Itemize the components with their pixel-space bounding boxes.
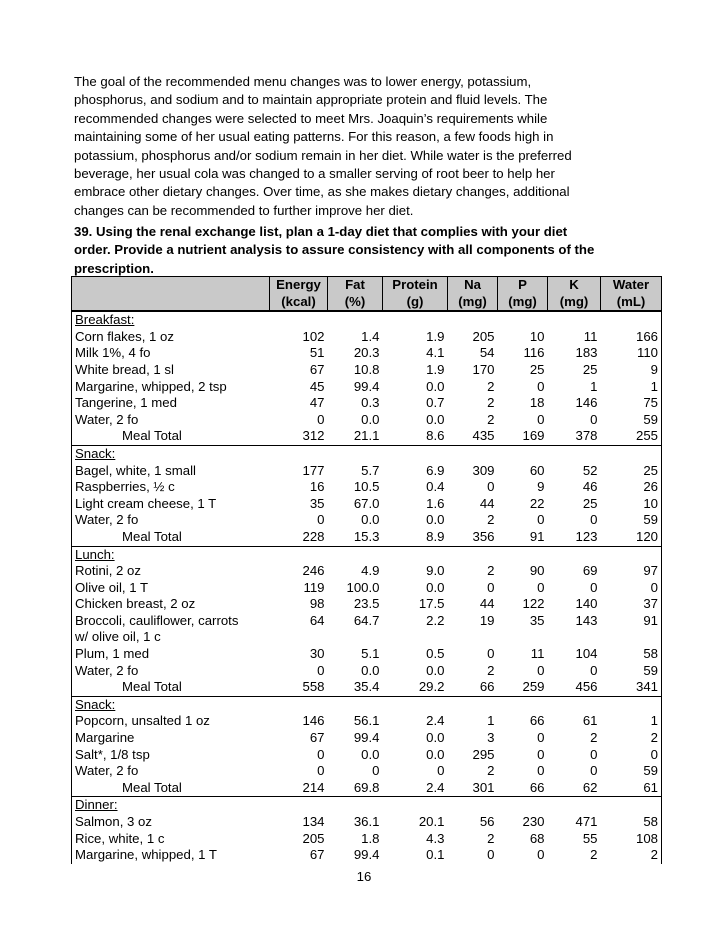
value-cell: 17.5 <box>418 596 445 612</box>
value-cell: 25 <box>582 495 598 511</box>
value-cell: 214 <box>302 779 325 795</box>
table-row <box>72 747 662 764</box>
value-cell: 0 <box>537 411 545 427</box>
value-cell: 0 <box>437 763 445 779</box>
value-cell: 9 <box>650 361 658 377</box>
value-cell: 59 <box>643 512 658 528</box>
food-item-cell: Meal Total <box>122 679 182 695</box>
value-cell: 67 <box>309 361 325 377</box>
table-row <box>72 629 662 646</box>
value-cell: 2.4 <box>426 713 445 729</box>
food-item-cell: Bagel, white, 1 small <box>75 462 196 478</box>
table-row <box>72 831 662 848</box>
value-cell: 456 <box>575 679 598 695</box>
table-row <box>72 395 662 412</box>
value-cell: 0.0 <box>426 730 445 746</box>
value-cell: 0.1 <box>426 847 445 863</box>
value-cell: 98 <box>309 596 325 612</box>
value-cell: 10.8 <box>353 361 380 377</box>
value-cell: 0 <box>317 746 325 762</box>
value-cell: 2 <box>487 378 495 394</box>
meal-total-row <box>72 780 662 797</box>
food-item-cell: Popcorn, unsalted 1 oz <box>75 713 210 729</box>
value-cell: 91 <box>529 528 545 544</box>
value-cell: 2 <box>650 847 658 863</box>
food-item-cell: Water, 2 fo <box>75 411 139 427</box>
value-cell: 0 <box>537 763 545 779</box>
value-cell: 91 <box>643 612 658 628</box>
value-cell: 4.9 <box>361 563 380 579</box>
value-cell: 66 <box>529 713 545 729</box>
value-cell: 295 <box>472 746 495 762</box>
value-cell: 0.5 <box>426 646 445 662</box>
value-cell: 75 <box>643 395 658 411</box>
value-cell: 2 <box>487 395 495 411</box>
value-cell: 110 <box>636 345 658 361</box>
value-cell: 0 <box>372 763 380 779</box>
table-row <box>72 479 662 496</box>
value-cell: 58 <box>643 814 658 829</box>
value-cell: 0 <box>487 847 495 863</box>
value-cell: 205 <box>472 328 495 344</box>
value-cell: 0.0 <box>361 746 380 762</box>
header-blank-cell <box>72 277 270 312</box>
value-cell: 0.0 <box>361 411 380 427</box>
value-cell: 9.0 <box>426 563 445 579</box>
value-cell: 29.2 <box>418 679 445 695</box>
section-label: Lunch: <box>72 546 662 563</box>
value-cell: 0.0 <box>426 378 445 394</box>
value-cell: 116 <box>523 345 545 361</box>
value-cell: 67 <box>309 847 325 863</box>
value-cell: 356 <box>472 528 495 544</box>
table-body <box>72 311 662 864</box>
value-cell: 2 <box>590 730 598 746</box>
food-item-cell: Water, 2 fo <box>75 512 139 528</box>
value-cell: 0 <box>487 646 495 662</box>
value-cell: 0 <box>317 763 325 779</box>
value-cell: 170 <box>472 361 495 377</box>
table-row <box>72 329 662 346</box>
value-cell: 10.5 <box>353 479 380 495</box>
value-cell: 61 <box>582 713 598 729</box>
value-cell: 56.1 <box>353 713 380 729</box>
food-item-cell: Tangerine, 1 med <box>75 395 177 411</box>
value-cell: 20.1 <box>418 814 445 829</box>
value-cell: 99.4 <box>353 847 380 863</box>
food-item-cell: Rotini, 2 oz <box>75 563 141 579</box>
value-cell: 11 <box>530 646 545 662</box>
paragraph-line: beverage, her usual cola was changed to a smaller serving of root beer to help her <box>74 166 555 182</box>
value-cell: 205 <box>302 830 325 846</box>
food-item-cell: Raspberries, ½ c <box>75 479 175 495</box>
value-cell: 246 <box>302 563 325 579</box>
food-item-cell: w/ olive oil, 1 c <box>75 629 161 645</box>
table-row <box>72 613 662 630</box>
value-cell: 64.7 <box>353 612 380 628</box>
value-cell: 0 <box>317 512 325 528</box>
value-cell: 341 <box>635 679 658 695</box>
value-cell: 378 <box>575 428 598 444</box>
food-item-cell: Margarine, whipped, 2 tsp <box>75 378 227 394</box>
value-cell: 122 <box>522 596 545 612</box>
value-cell: 21.1 <box>353 428 380 444</box>
question-line: prescription. <box>74 260 154 276</box>
value-cell: 0 <box>590 763 598 779</box>
value-cell: 4.3 <box>426 830 445 846</box>
value-cell: 558 <box>302 679 325 695</box>
value-cell: 140 <box>575 596 598 612</box>
food-item-cell: Broccoli, cauliflower, carrots <box>75 612 239 628</box>
value-cell: 62 <box>582 779 598 795</box>
value-cell: 146 <box>302 713 325 729</box>
food-item-cell: Margarine <box>75 730 135 746</box>
value-cell: 4.1 <box>426 345 445 361</box>
value-cell: 0 <box>317 411 325 427</box>
value-cell: 100.0 <box>346 579 380 595</box>
value-cell: 16 <box>309 479 325 495</box>
value-cell: 69.8 <box>353 779 380 795</box>
value-cell: 0 <box>537 378 545 394</box>
value-cell: 108 <box>635 830 658 846</box>
paragraph-line: The goal of the recommended menu changes was to lower energy, potassium, <box>74 74 532 89</box>
table-row <box>72 730 662 747</box>
value-cell: 0.3 <box>361 395 380 411</box>
meal-total-row <box>72 679 662 696</box>
food-item-cell: Chicken breast, 2 oz <box>75 596 196 612</box>
paragraph-line: maintaining some of her usual eating patterns. For this reason, a few foods high in <box>74 129 554 145</box>
value-cell: 1.8 <box>361 830 380 846</box>
food-item-cell: Water, 2 fo <box>75 763 139 779</box>
table-row <box>72 412 662 429</box>
section-header-row <box>72 445 662 462</box>
value-cell: 0.0 <box>426 746 445 762</box>
value-cell: 59 <box>643 763 658 779</box>
value-cell <box>328 629 383 646</box>
section-header-row <box>72 797 662 814</box>
value-cell: 2 <box>487 512 495 528</box>
value-cell: 59 <box>643 662 658 678</box>
value-cell: 54 <box>479 345 495 361</box>
value-cell: 99.4 <box>353 730 380 746</box>
food-item-cell: Meal Total <box>122 779 182 795</box>
value-cell: 102 <box>302 328 325 344</box>
table-row <box>72 713 662 730</box>
value-cell: 36.1 <box>353 814 380 829</box>
value-cell: 1.4 <box>361 328 380 344</box>
header-water: Water (mL) <box>601 277 662 312</box>
value-cell: 177 <box>302 462 325 478</box>
value-cell: 0 <box>650 746 658 762</box>
value-cell: 104 <box>575 646 598 662</box>
value-cell: 25 <box>582 361 598 377</box>
value-cell: 2 <box>487 411 495 427</box>
value-cell: 0.7 <box>426 395 445 411</box>
food-item-cell: Water, 2 fo <box>75 662 139 678</box>
food-item-cell: White bread, 1 sl <box>75 361 174 377</box>
value-cell: 0 <box>590 512 598 528</box>
value-cell <box>383 629 448 646</box>
value-cell: 10 <box>529 328 545 344</box>
value-cell: 255 <box>635 428 658 444</box>
header-potassium: K (mg) <box>548 277 601 312</box>
value-cell: 18 <box>529 395 545 411</box>
value-cell: 2 <box>650 730 658 746</box>
value-cell: 0.0 <box>426 579 445 595</box>
value-cell: 146 <box>575 395 598 411</box>
value-cell: 0 <box>650 579 658 595</box>
value-cell: 169 <box>522 428 545 444</box>
value-cell: 166 <box>635 328 658 344</box>
value-cell: 64 <box>309 612 325 628</box>
value-cell: 471 <box>575 814 598 829</box>
value-cell: 37 <box>643 596 658 612</box>
value-cell: 230 <box>522 814 545 829</box>
value-cell: 0 <box>537 512 545 528</box>
table-row <box>72 763 662 780</box>
value-cell: 35.4 <box>353 679 380 695</box>
value-cell: 0.0 <box>426 411 445 427</box>
paragraph-line: recommended changes were selected to meet Mrs. Joaquin’s requirements while <box>74 110 548 126</box>
value-cell <box>601 629 662 646</box>
table-row <box>72 362 662 379</box>
question-39 <box>74 223 664 278</box>
value-cell: 25 <box>529 361 545 377</box>
value-cell: 1 <box>650 713 658 729</box>
value-cell: 134 <box>302 814 325 829</box>
header-fat: Fat (%) <box>328 277 383 312</box>
value-cell: 45 <box>309 378 325 394</box>
section-label: Dinner: <box>72 797 662 814</box>
value-cell: 15.3 <box>353 528 380 544</box>
table-row <box>72 512 662 529</box>
paragraph-line: potassium, phosphorus and/or sodium remain in her diet. While water is the preferred <box>74 147 572 163</box>
value-cell: 44 <box>479 596 495 612</box>
value-cell: 0 <box>537 662 545 678</box>
value-cell: 6.9 <box>426 462 445 478</box>
value-cell: 2 <box>590 847 598 863</box>
value-cell: 309 <box>472 462 495 478</box>
table-row <box>72 580 662 597</box>
value-cell: 60 <box>529 462 545 478</box>
value-cell: 0 <box>590 579 598 595</box>
food-item-cell: Plum, 1 med <box>75 646 150 662</box>
paragraph-line: phosphorus, and sodium and to maintain appropriate protein and fluid levels. The <box>74 92 548 108</box>
value-cell: 0.0 <box>426 512 445 528</box>
value-cell: 22 <box>529 495 545 511</box>
value-cell: 58 <box>643 646 658 662</box>
value-cell: 61 <box>643 779 658 795</box>
value-cell: 59 <box>643 411 658 427</box>
value-cell: 46 <box>582 479 598 495</box>
food-item-cell: Light cream cheese, 1 T <box>75 495 217 511</box>
paragraph-line: changes can be recommended to further improve her diet. <box>74 202 414 218</box>
value-cell: 0.0 <box>361 662 380 678</box>
value-cell: 435 <box>472 428 495 444</box>
value-cell: 30 <box>309 646 325 662</box>
value-cell: 2 <box>487 830 495 846</box>
value-cell: 1 <box>650 378 658 394</box>
food-item-cell: Meal Total <box>122 428 182 444</box>
header-sodium: Na (mg) <box>448 277 498 312</box>
page-number: 16 <box>356 869 372 884</box>
value-cell: 55 <box>582 830 598 846</box>
value-cell: 52 <box>582 462 598 478</box>
question-line: 39. Using the renal exchange list, plan a 1-day diet that complies with your diet <box>74 224 568 239</box>
value-cell: 259 <box>522 679 545 695</box>
value-cell: 2.2 <box>426 612 445 628</box>
value-cell: 35 <box>529 612 545 628</box>
food-item-cell: Corn flakes, 1 oz <box>75 328 174 344</box>
meal-total-row <box>72 428 662 445</box>
meal-total-row <box>72 529 662 546</box>
value-cell: 0 <box>537 730 545 746</box>
value-cell: 0 <box>537 746 545 762</box>
value-cell: 2 <box>487 563 495 579</box>
section-label: Snack: <box>72 696 662 713</box>
value-cell: 11 <box>583 328 598 344</box>
question-line: order. Provide a nutrient analysis to assure consistency with all components of the <box>74 242 595 258</box>
table-row <box>72 563 662 580</box>
value-cell: 0 <box>317 662 325 678</box>
value-cell: 69 <box>582 563 598 579</box>
value-cell: 8.6 <box>426 428 445 444</box>
food-item-cell: Margarine, whipped, 1 T <box>75 847 217 863</box>
section-label: Breakfast: <box>72 311 662 329</box>
value-cell: 56 <box>479 814 495 829</box>
table-row <box>72 345 662 362</box>
value-cell <box>548 629 601 646</box>
value-cell: 66 <box>529 779 545 795</box>
value-cell: 99.4 <box>353 378 380 394</box>
value-cell: 5.7 <box>361 462 380 478</box>
section-header-row <box>72 696 662 713</box>
value-cell: 51 <box>309 345 325 361</box>
table-row <box>72 847 662 864</box>
value-cell <box>498 629 548 646</box>
header-protein: Protein (g) <box>383 277 448 312</box>
value-cell: 1.9 <box>426 361 445 377</box>
value-cell: 97 <box>643 563 658 579</box>
value-cell: 90 <box>529 563 545 579</box>
value-cell: 0.0 <box>361 512 380 528</box>
value-cell: 0 <box>487 579 495 595</box>
value-cell: 0 <box>590 746 598 762</box>
table-row <box>72 379 662 396</box>
value-cell: 0.0 <box>426 662 445 678</box>
food-item-cell: Rice, white, 1 c <box>75 830 165 846</box>
table-row <box>72 814 662 831</box>
value-cell: 3 <box>487 730 495 746</box>
value-cell: 35 <box>309 495 325 511</box>
value-cell: 1.9 <box>426 328 445 344</box>
value-cell: 67.0 <box>353 495 380 511</box>
value-cell: 5.1 <box>361 646 380 662</box>
value-cell: 0 <box>487 479 495 495</box>
food-item-cell: Meal Total <box>122 528 182 544</box>
value-cell: 8.9 <box>426 528 445 544</box>
value-cell: 120 <box>635 528 658 544</box>
value-cell: 67 <box>309 730 325 746</box>
value-cell: 23.5 <box>353 596 380 612</box>
intro-paragraph <box>74 73 664 220</box>
section-header-row <box>72 546 662 563</box>
value-cell: 1 <box>590 378 598 394</box>
food-item-cell: Milk 1%, 4 fo <box>75 345 151 361</box>
value-cell: 2.4 <box>426 779 445 795</box>
value-cell: 19 <box>479 612 495 628</box>
value-cell: 183 <box>575 345 598 361</box>
value-cell: 25 <box>643 462 658 478</box>
value-cell: 47 <box>309 395 325 411</box>
table-row <box>72 463 662 480</box>
value-cell: 0 <box>537 579 545 595</box>
food-item-cell: Olive oil, 1 T <box>75 579 149 595</box>
value-cell: 119 <box>303 579 325 595</box>
value-cell: 0 <box>590 662 598 678</box>
value-cell: 20.3 <box>353 345 380 361</box>
value-cell: 0 <box>590 411 598 427</box>
value-cell: 2 <box>487 763 495 779</box>
value-cell: 0.4 <box>426 479 445 495</box>
value-cell: 26 <box>643 479 658 495</box>
food-item-cell: Salt*, 1/8 tsp <box>75 746 150 762</box>
value-cell: 312 <box>302 428 325 444</box>
nutrient-analysis-table <box>71 276 662 864</box>
value-cell: 228 <box>302 528 325 544</box>
value-cell: 1 <box>487 713 495 729</box>
table-row <box>72 663 662 680</box>
value-cell: 0 <box>537 847 545 863</box>
value-cell <box>270 629 328 646</box>
value-cell: 1.6 <box>426 495 445 511</box>
food-item-cell: Salmon, 3 oz <box>75 814 152 829</box>
value-cell: 68 <box>529 830 545 846</box>
value-cell: 301 <box>472 779 495 795</box>
table-header-row <box>72 277 662 312</box>
section-label: Snack: <box>72 445 662 462</box>
table-row <box>72 496 662 513</box>
header-phosphorus: P (mg) <box>498 277 548 312</box>
table-row <box>72 646 662 663</box>
header-energy: Energy (kcal) <box>270 277 328 312</box>
value-cell: 9 <box>537 479 545 495</box>
section-header-row <box>72 311 662 329</box>
value-cell: 10 <box>643 495 658 511</box>
value-cell: 123 <box>575 528 598 544</box>
value-cell: 66 <box>479 679 495 695</box>
value-cell: 143 <box>575 612 598 628</box>
table-row <box>72 596 662 613</box>
value-cell: 44 <box>479 495 495 511</box>
paragraph-line: embrace other dietary changes. Over time, as she makes dietary changes, additional <box>74 184 570 200</box>
value-cell: 2 <box>487 662 495 678</box>
value-cell <box>448 629 498 646</box>
